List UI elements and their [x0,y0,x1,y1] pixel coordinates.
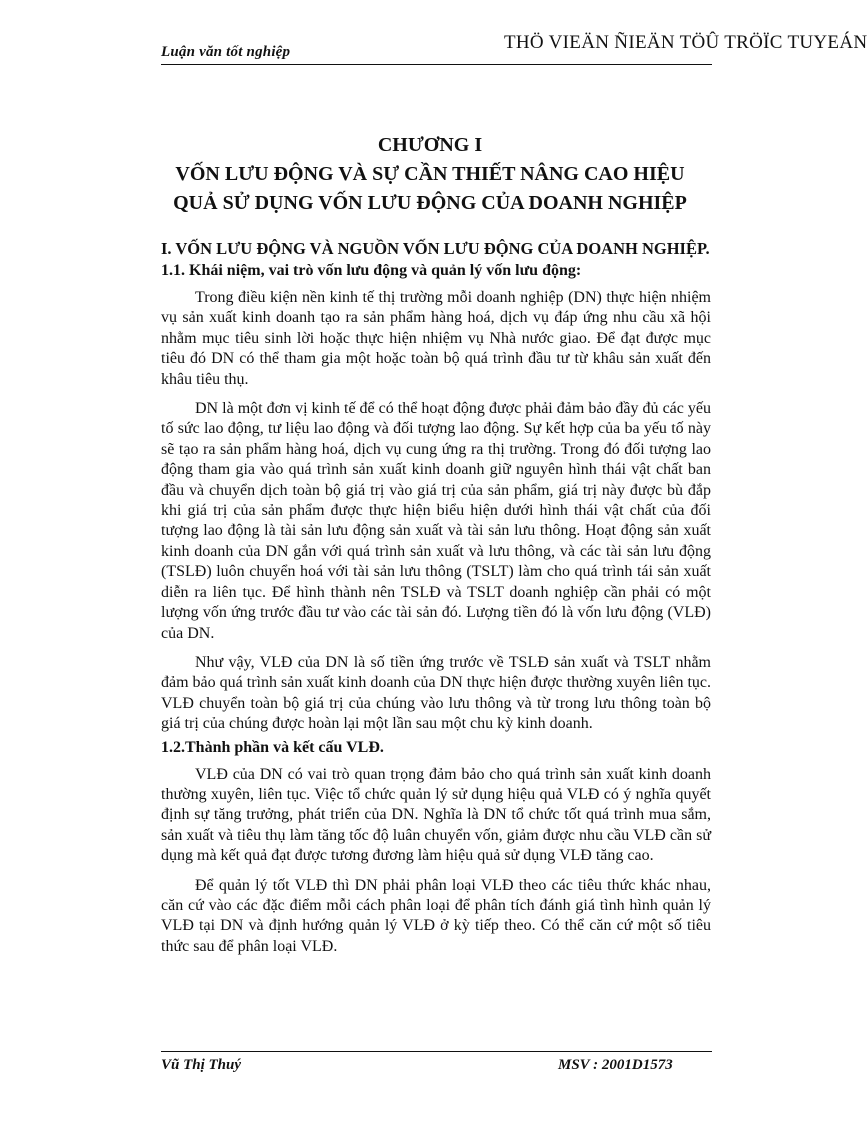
document-body [161,238,711,966]
header-thesis-label: Luận văn tốt nghiệp [161,44,291,60]
footer-author: Vũ Thị Thuý [161,1057,242,1073]
chapter-number: CHƯƠNG I [377,134,483,156]
chapter-title-line-1: VỐN LƯU ĐỘNG VÀ SỰ CẦN THIẾT NÂNG CAO HIỆU [175,163,685,185]
paragraph-5: Để quản lý tốt VLĐ thì DN phải phân loại VLĐ theo các tiêu thức khác nhau, căn cứ vào các đặc điểm mỗi cách phân loại để phân tích đánh giá tình hình quản lý VLĐ tại DN và định hướng quản lý VLĐ ở kỳ tiếp theo. Có thể căn cứ một số tiêu thức sau để phân loại VLĐ. [161,876,711,955]
paragraph-1: Trong điều kiện nền kinh tế thị trường mỗi doanh nghiệp (DN) thực hiện nhiệm vụ sản xuất kinh doanh tạo ra sản phẩm hàng hoá, dịch vụ đáp ứng nhu cầu xã hội nhằm mục tiêu sinh lời hoặc thực hiện nhiệm vụ Nhà nước giao. Để đạt được mục tiêu đó DN có thể tham gia một hoặc toàn bộ quá trình đầu tư từ khâu sản xuất đến khâu tiêu thụ. [161,289,711,388]
chapter-title-line-2: QUẢ SỬ DỤNG VỐN LƯU ĐỘNG CỦA DOANH NGHIỆP [173,192,687,214]
header-library-title: THÖ VIEÄN ÑIEÄN TÖÛ TRÖÏC TUYEÁN [504,32,867,53]
section-1-2-heading: 1.2.Thành phần và kết cấu VLĐ. [161,738,384,756]
paragraph-4: VLĐ của DN có vai trò quan trọng đảm bảo cho quá trình sản xuất kinh doanh thường xuyên, liên tục. Việc tổ chức quản lý sử dụng hiệu quả VLĐ có ý nghĩa quyết định sự tăng trưởng, phát triển của DN. Nghĩa là DN tổ chức tốt quá trình mua sắm, sản xuất và tiêu thụ làm tăng tốc độ luân chuyển vốn, giảm được nhu cầu VLĐ cần sử dụng mà kết quả đạt được tương đương làm hiệu quả sử dụng VLĐ tăng cao. [161,765,711,865]
chapter-heading [120,131,740,218]
footer-student-id: MSV : 2001D1573 [558,1057,673,1073]
paragraph-2: DN là một đơn vị kinh tế để có thể hoạt động được phải đảm bảo đầy đủ các yếu tố sức lao động, tư liệu lao động và đối tượng lao động. Sự kết hợp của ba yếu tố này sẽ tạo ra sản phẩm hàng hoá, dịch vụ cung ứng ra thị trường. Trong đó đối tượng lao động tham gia vào quá trình sản xuất kinh doanh giữ nguyên hình thái vật chất ban đầu và chuyển dịch toàn bộ giá trị vào giá trị của sản phẩm, giá trị này được bù đắp khi giá trị của sản phẩm được thực hiện biểu hiện dưới hình thái vật chất của đối tượng lao động là tài sản lưu động sản xuất và tài sản lưu thông. Hoạt động sản xuất kinh doanh của DN gắn với quá trình sản xuất và lưu thông, và các tài sản lưu động (TSLĐ) luôn chuyển hoá với tài sản lưu thông (TSLT) làm cho quá trình tái sản xuất diễn ra liên tục. Để hình thành nên TSLĐ và TSLT doanh nghiệp cần phải có một lượng vốn ứng trước đầu tư vào các tài sản đó. Lượng tiền đó là vốn lưu động (VLĐ) của DN. [161,400,711,642]
paragraph-3: Như vậy, VLĐ của DN là số tiền ứng trước về TSLĐ sản xuất và TSLT nhằm đảm bảo quá trình sản xuất kinh doanh của DN thực hiện được thường xuyên liên tục. VLĐ chuyển toàn bộ giá trị của chúng vào lưu thông và từ trong lưu thông toàn bộ giá trị của chúng được hoàn lại một lần sau một chu kỳ kinh doanh. [161,653,711,733]
section-1-heading: I. VỐN LƯU ĐỘNG VÀ NGUỒN VỐN LƯU ĐỘNG CỦA DOANH NGHIỆP. [161,239,710,258]
header-divider [161,64,712,65]
section-1-1-heading: 1.1. Khái niệm, vai trò vốn lưu động và quản lý vốn lưu động: [161,262,582,279]
footer-divider [161,1051,712,1052]
